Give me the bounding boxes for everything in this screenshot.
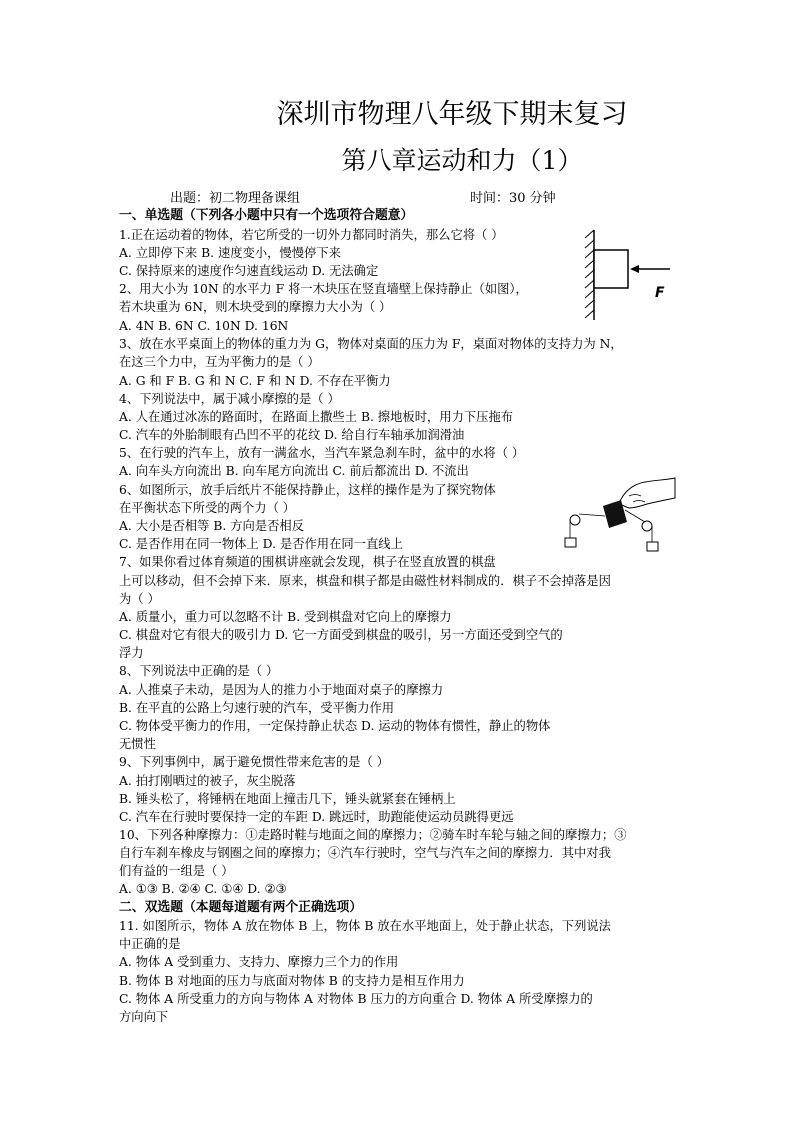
question-line: B. 在平直的公路上匀速行驶的汽车，受平衡力作用 xyxy=(119,701,395,715)
question-line: C. 保持原来的速度作匀速直线运动 D. 无法确定 xyxy=(119,264,379,278)
question-line: A. 大小是否相等 B. 方向是否相反 xyxy=(119,519,305,533)
question-line: 8、下列说法中正确的是（ ） xyxy=(119,664,279,678)
question-line: 2、用大小为 10N 的水平力 F 将一木块压在竖直墙壁上保持静止（如图）， xyxy=(119,282,528,296)
question-line: A. 人推桌子未动，是因为人的推力小于地面对桌子的摩擦力 xyxy=(119,683,444,697)
question-line: C. 物体受平衡力的作用，一定保持静止状态 D. 运动的物体有惯性，静止的物体 xyxy=(119,719,551,733)
hand-outline xyxy=(619,478,675,508)
question-line: 中正确的是 xyxy=(119,937,181,951)
question-line: 们有益的一组是（ ） xyxy=(119,864,234,878)
question-line: 浮力 xyxy=(119,646,144,660)
question-line: C. 物体 A 所受重力的方向与物体 A 对物体 B 压力的方向重合 D. 物体 A 所受摩擦力的 xyxy=(119,992,593,1006)
question-line: A. 立即停下来 B. 速度变小，慢慢停下来 xyxy=(119,246,341,260)
question-line: 在平衡状态下所受的两个力（ ） xyxy=(119,501,296,515)
string-right xyxy=(625,510,645,522)
document-title: 深圳市物理八年级下期末复习 xyxy=(276,99,628,130)
author-label: 出题：初二物理备课组 xyxy=(170,191,301,206)
question-line: C. 汽车在行驶时要保持一定的车距 D. 跳远时，助跑能使运动员跳得更远 xyxy=(119,810,514,824)
question-line: 4、下列说法中，属于减小摩擦的是（ ） xyxy=(119,392,340,406)
section-heading-single-choice: 一、单选题（下列各小题中只有一个选项符合题意） xyxy=(119,208,414,223)
force-arrow-head xyxy=(630,265,639,273)
question-line: A. 物体 A 受到重力、支持力、摩擦力三个力的作用 xyxy=(119,955,399,969)
right-weight xyxy=(647,542,658,551)
question-line: 6、如图所示，放手后纸片不能保持静止，这样的操作是为了探究物体 xyxy=(119,483,496,497)
left-weight xyxy=(565,538,576,547)
wall-block-force-figure xyxy=(582,226,682,326)
question-line: 无惯性 xyxy=(119,737,156,751)
string-left xyxy=(579,514,605,516)
wooden-block xyxy=(594,250,628,288)
question-line: 1.正在运动着的物体，若它所受的一切外力都同时消失，那么它将（ ） xyxy=(119,228,504,242)
question-line: 上可以移动，但不会掉下来．原来，棋盘和棋子都是由磁性材料制成的．棋子不会掉落是因 xyxy=(119,574,611,588)
force-label: F xyxy=(655,285,665,301)
question-line: B. 物体 B 对地面的压力与底面对物体 B 的支持力是相互作用力 xyxy=(119,974,465,988)
question-line: A. ①③ B. ②④ C. ①④ D. ②③ xyxy=(119,882,287,896)
question-line: A. G 和 F B. G 和 N C. F 和 N D. 不存在平衡力 xyxy=(119,374,391,388)
question-line: A. 拍打刚晒过的被子，灰尘脱落 xyxy=(119,774,296,788)
question-line: C. 是否作用在同一物体上 D. 是否作用在同一直线上 xyxy=(119,537,403,551)
question-line: A. 向车头方向流出 B. 向车尾方向流出 C. 前后都流出 D. 不流出 xyxy=(119,464,469,478)
question-line: A. 4N B. 6N C. 10N D. 16N xyxy=(119,319,289,333)
question-line: B. 锤头松了，将锤柄在地面上撞击几下，锤头就紧套在锤柄上 xyxy=(119,792,456,806)
question-line: A. 质量小，重力可以忽略不计 B. 受到棋盘对它向上的摩擦力 xyxy=(119,610,452,624)
question-line: 若木块重为 6N，则木块受到的摩擦力大小为（ ） xyxy=(119,300,392,314)
question-line: C. 棋盘对它有很大的吸引力 D. 它一方面受到棋盘的吸引，另一方面还受到空气的 xyxy=(119,628,563,642)
question-line: 在这三个力中，互为平衡力的是（ ） xyxy=(119,355,320,369)
question-line: 10、下列各种摩擦力：①走路时鞋与地面之间的摩擦力；②骑车时车轮与轴之间的摩擦力；③ xyxy=(119,828,627,842)
question-line: 为（ ） xyxy=(119,592,160,606)
wall-hatching xyxy=(585,230,594,318)
question-line: 自行车刹车橡皮与钢圈之间的摩擦力；④汽车行驶时，空气与汽车之间的摩擦力．其中对我 xyxy=(119,846,611,860)
section-heading-double-choice: 二、双选题（本题每道题有两个正确选项） xyxy=(119,900,363,915)
question-line: 方向向下 xyxy=(119,1010,169,1024)
question-line: 9、下列事例中，属于避免惯性带来危害的是（ ） xyxy=(119,755,389,769)
question-line: 7、如果你看过体育频道的围棋讲座就会发现，棋子在竖直放置的棋盘 xyxy=(119,555,496,569)
question-line: 5、在行驶的汽车上，放有一满盆水，当汽车紧急刹车时，盆中的水将（ ） xyxy=(119,446,525,460)
right-pulley xyxy=(642,521,652,531)
document-subtitle: 第八章运动和力（1） xyxy=(341,146,583,175)
left-pulley xyxy=(570,515,580,525)
time-label: 时间：30 分钟 xyxy=(470,191,556,206)
question-line: 11. 如图所示，物体 A 放在物体 B 上，物体 B 放在水平地面上，处于静止状态，下列说法 xyxy=(119,919,611,933)
question-line: A. 人在通过冰冻的路面时，在路面上撒些土 B. 擦地板时，用力下压拖布 xyxy=(119,410,514,424)
card-pulley-figure xyxy=(563,474,678,559)
question-line: C. 汽车的外胎制眼有凸凹不平的花纹 D. 给自行车轴承加润滑油 xyxy=(119,428,465,442)
question-line: 3、放在水平桌面上的物体的重力为 G，物体对桌面的压力为 F，桌面对物体的支持力为 N， xyxy=(119,337,623,351)
